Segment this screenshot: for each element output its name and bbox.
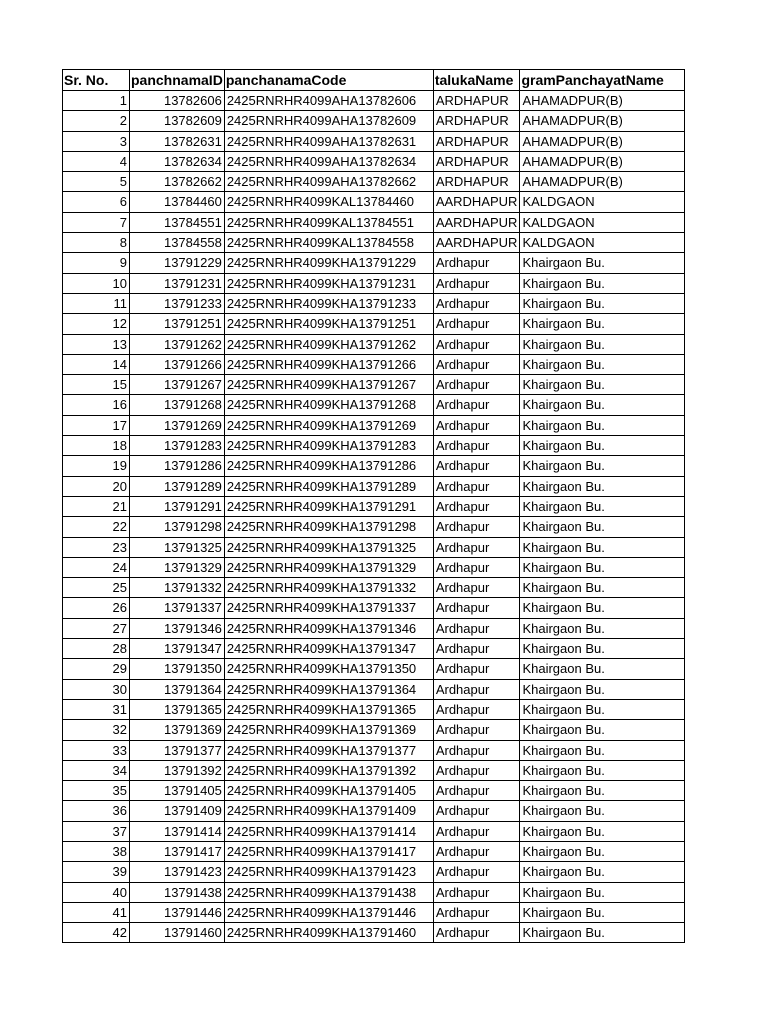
sr-no-cell: 31 xyxy=(63,699,130,719)
table-row xyxy=(63,415,685,435)
header-panchanama-code: panchanamaCode xyxy=(224,70,433,91)
panchnama-id-cell: 13791269 xyxy=(130,415,225,435)
taluka-name-cell: AARDHAPUR xyxy=(433,192,520,212)
taluka-name-cell: Ardhapur xyxy=(433,517,520,537)
gram-panchayat-name-cell: Khairgaon Bu. xyxy=(520,801,685,821)
sr-no-cell: 40 xyxy=(63,882,130,902)
table-row xyxy=(63,923,685,943)
sr-no-cell: 19 xyxy=(63,456,130,476)
table-row xyxy=(63,639,685,659)
gram-panchayat-name-cell: Khairgaon Bu. xyxy=(520,517,685,537)
sr-no-cell: 1 xyxy=(63,91,130,111)
panchanama-code-cell: 2425RNRHR4099KHA13791332 xyxy=(224,578,433,598)
header-sr-no: Sr. No. xyxy=(63,70,130,91)
gram-panchayat-name-cell: Khairgaon Bu. xyxy=(520,598,685,618)
panchanama-code-cell: 2425RNRHR4099AHA13782606 xyxy=(224,91,433,111)
panchnama-id-cell: 13791291 xyxy=(130,496,225,516)
table-row xyxy=(63,273,685,293)
table-row xyxy=(63,496,685,516)
gram-panchayat-name-cell: Khairgaon Bu. xyxy=(520,557,685,577)
gram-panchayat-name-cell: Khairgaon Bu. xyxy=(520,720,685,740)
panchanama-code-cell: 2425RNRHR4099KHA13791369 xyxy=(224,720,433,740)
table-row xyxy=(63,91,685,111)
table-row xyxy=(63,862,685,882)
sr-no-cell: 33 xyxy=(63,740,130,760)
sr-no-cell: 22 xyxy=(63,517,130,537)
table-row xyxy=(63,395,685,415)
panchnama-id-cell: 13791446 xyxy=(130,902,225,922)
panchanama-code-cell: 2425RNRHR4099KHA13791417 xyxy=(224,841,433,861)
gram-panchayat-name-cell: Khairgaon Bu. xyxy=(520,740,685,760)
panchnama-id-cell: 13791365 xyxy=(130,699,225,719)
gram-panchayat-name-cell: Khairgaon Bu. xyxy=(520,436,685,456)
panchnama-id-cell: 13791337 xyxy=(130,598,225,618)
panchanama-code-cell: 2425RNRHR4099KHA13791266 xyxy=(224,354,433,374)
panchnama-id-cell: 13791347 xyxy=(130,639,225,659)
table-row xyxy=(63,679,685,699)
sr-no-cell: 4 xyxy=(63,151,130,171)
table-row xyxy=(63,253,685,273)
gram-panchayat-name-cell: AHAMADPUR(B) xyxy=(520,151,685,171)
table-row xyxy=(63,801,685,821)
table-row xyxy=(63,781,685,801)
taluka-name-cell: Ardhapur xyxy=(433,639,520,659)
panchanama-code-cell: 2425RNRHR4099KHA13791289 xyxy=(224,476,433,496)
taluka-name-cell: Ardhapur xyxy=(433,841,520,861)
panchanama-code-cell: 2425RNRHR4099KHA13791365 xyxy=(224,699,433,719)
panchnama-id-cell: 13784551 xyxy=(130,212,225,232)
gram-panchayat-name-cell: Khairgaon Bu. xyxy=(520,293,685,313)
gram-panchayat-name-cell: Khairgaon Bu. xyxy=(520,578,685,598)
panchanama-code-cell: 2425RNRHR4099KHA13791269 xyxy=(224,415,433,435)
gram-panchayat-name-cell: Khairgaon Bu. xyxy=(520,496,685,516)
taluka-name-cell: Ardhapur xyxy=(433,578,520,598)
table-row xyxy=(63,293,685,313)
panchanama-code-cell: 2425RNRHR4099KHA13791347 xyxy=(224,639,433,659)
gram-panchayat-name-cell: Khairgaon Bu. xyxy=(520,395,685,415)
table-row xyxy=(63,314,685,334)
sr-no-cell: 24 xyxy=(63,557,130,577)
sr-no-cell: 29 xyxy=(63,659,130,679)
sr-no-cell: 41 xyxy=(63,902,130,922)
sr-no-cell: 2 xyxy=(63,111,130,131)
panchanama-code-cell: 2425RNRHR4099KHA13791283 xyxy=(224,436,433,456)
table-body xyxy=(63,91,685,943)
sr-no-cell: 16 xyxy=(63,395,130,415)
panchnama-id-cell: 13791438 xyxy=(130,882,225,902)
sr-no-cell: 14 xyxy=(63,354,130,374)
sr-no-cell: 42 xyxy=(63,923,130,943)
sr-no-cell: 11 xyxy=(63,293,130,313)
table-row xyxy=(63,699,685,719)
taluka-name-cell: Ardhapur xyxy=(433,293,520,313)
table-row xyxy=(63,456,685,476)
gram-panchayat-name-cell: AHAMADPUR(B) xyxy=(520,131,685,151)
table-row xyxy=(63,334,685,354)
taluka-name-cell: ARDHAPUR xyxy=(433,172,520,192)
table-row xyxy=(63,740,685,760)
panchanama-code-cell: 2425RNRHR4099AHA13782662 xyxy=(224,172,433,192)
table-row xyxy=(63,578,685,598)
panchanama-code-cell: 2425RNRHR4099KHA13791460 xyxy=(224,923,433,943)
panchnama-id-cell: 13791233 xyxy=(130,293,225,313)
panchanama-code-cell: 2425RNRHR4099KAL13784460 xyxy=(224,192,433,212)
panchanama-code-cell: 2425RNRHR4099KHA13791377 xyxy=(224,740,433,760)
panchnama-id-cell: 13791417 xyxy=(130,841,225,861)
panchnama-id-cell: 13791460 xyxy=(130,923,225,943)
gram-panchayat-name-cell: Khairgaon Bu. xyxy=(520,679,685,699)
gram-panchayat-name-cell: Khairgaon Bu. xyxy=(520,273,685,293)
panchanama-code-cell: 2425RNRHR4099KHA13791298 xyxy=(224,517,433,537)
panchanama-code-cell: 2425RNRHR4099KHA13791268 xyxy=(224,395,433,415)
table-row xyxy=(63,902,685,922)
taluka-name-cell: Ardhapur xyxy=(433,436,520,456)
sr-no-cell: 27 xyxy=(63,618,130,638)
sr-no-cell: 17 xyxy=(63,415,130,435)
header-taluka-name: talukaName xyxy=(433,70,520,91)
gram-panchayat-name-cell: AHAMADPUR(B) xyxy=(520,111,685,131)
sr-no-cell: 34 xyxy=(63,760,130,780)
header-gram-panchayat-name: gramPanchayatName xyxy=(520,70,685,91)
panchanama-code-cell: 2425RNRHR4099AHA13782609 xyxy=(224,111,433,131)
sr-no-cell: 21 xyxy=(63,496,130,516)
table-row xyxy=(63,517,685,537)
gram-panchayat-name-cell: Khairgaon Bu. xyxy=(520,253,685,273)
panchnama-id-cell: 13782662 xyxy=(130,172,225,192)
panchanama-code-cell: 2425RNRHR4099KHA13791267 xyxy=(224,375,433,395)
sr-no-cell: 15 xyxy=(63,375,130,395)
taluka-name-cell: Ardhapur xyxy=(433,618,520,638)
taluka-name-cell: Ardhapur xyxy=(433,902,520,922)
gram-panchayat-name-cell: Khairgaon Bu. xyxy=(520,781,685,801)
panchnama-id-cell: 13791369 xyxy=(130,720,225,740)
panchanama-code-cell: 2425RNRHR4099KHA13791231 xyxy=(224,273,433,293)
taluka-name-cell: Ardhapur xyxy=(433,354,520,374)
gram-panchayat-name-cell: Khairgaon Bu. xyxy=(520,902,685,922)
header-panchnama-id: panchnamaID xyxy=(130,70,225,91)
table-row xyxy=(63,436,685,456)
taluka-name-cell: Ardhapur xyxy=(433,496,520,516)
gram-panchayat-name-cell: Khairgaon Bu. xyxy=(520,354,685,374)
panchnama-id-cell: 13791262 xyxy=(130,334,225,354)
panchnama-id-cell: 13791332 xyxy=(130,578,225,598)
table-row xyxy=(63,760,685,780)
table-row xyxy=(63,111,685,131)
taluka-name-cell: Ardhapur xyxy=(433,334,520,354)
taluka-name-cell: Ardhapur xyxy=(433,476,520,496)
gram-panchayat-name-cell: Khairgaon Bu. xyxy=(520,415,685,435)
sr-no-cell: 7 xyxy=(63,212,130,232)
panchnama-id-cell: 13791266 xyxy=(130,354,225,374)
panchnama-id-cell: 13791392 xyxy=(130,760,225,780)
panchanama-code-cell: 2425RNRHR4099KHA13791423 xyxy=(224,862,433,882)
table-row xyxy=(63,172,685,192)
panchnama-id-cell: 13791377 xyxy=(130,740,225,760)
table-row xyxy=(63,212,685,232)
table-row xyxy=(63,882,685,902)
gram-panchayat-name-cell: Khairgaon Bu. xyxy=(520,537,685,557)
panchnama-id-cell: 13782609 xyxy=(130,111,225,131)
sr-no-cell: 39 xyxy=(63,862,130,882)
gram-panchayat-name-cell: KALDGAON xyxy=(520,192,685,212)
gram-panchayat-name-cell: Khairgaon Bu. xyxy=(520,659,685,679)
sr-no-cell: 30 xyxy=(63,679,130,699)
taluka-name-cell: Ardhapur xyxy=(433,801,520,821)
gram-panchayat-name-cell: Khairgaon Bu. xyxy=(520,699,685,719)
taluka-name-cell: Ardhapur xyxy=(433,740,520,760)
taluka-name-cell: Ardhapur xyxy=(433,720,520,740)
table-row xyxy=(63,659,685,679)
sr-no-cell: 10 xyxy=(63,273,130,293)
panchnama-id-cell: 13782634 xyxy=(130,151,225,171)
gram-panchayat-name-cell: KALDGAON xyxy=(520,233,685,253)
taluka-name-cell: Ardhapur xyxy=(433,314,520,334)
table-row xyxy=(63,233,685,253)
panchanama-code-cell: 2425RNRHR4099KAL13784558 xyxy=(224,233,433,253)
panchnama-id-cell: 13791251 xyxy=(130,314,225,334)
panchnama-id-cell: 13791325 xyxy=(130,537,225,557)
panchanama-code-cell: 2425RNRHR4099KHA13791337 xyxy=(224,598,433,618)
table-row xyxy=(63,821,685,841)
sr-no-cell: 38 xyxy=(63,841,130,861)
sr-no-cell: 8 xyxy=(63,233,130,253)
gram-panchayat-name-cell: Khairgaon Bu. xyxy=(520,882,685,902)
taluka-name-cell: ARDHAPUR xyxy=(433,91,520,111)
sr-no-cell: 36 xyxy=(63,801,130,821)
sr-no-cell: 23 xyxy=(63,537,130,557)
sr-no-cell: 28 xyxy=(63,639,130,659)
panchanama-code-cell: 2425RNRHR4099KHA13791233 xyxy=(224,293,433,313)
spreadsheet-page xyxy=(62,69,685,943)
table-row xyxy=(63,192,685,212)
taluka-name-cell: Ardhapur xyxy=(433,659,520,679)
gram-panchayat-name-cell: Khairgaon Bu. xyxy=(520,618,685,638)
taluka-name-cell: Ardhapur xyxy=(433,273,520,293)
gram-panchayat-name-cell: Khairgaon Bu. xyxy=(520,841,685,861)
sr-no-cell: 26 xyxy=(63,598,130,618)
taluka-name-cell: Ardhapur xyxy=(433,923,520,943)
panchanama-code-cell: 2425RNRHR4099KHA13791291 xyxy=(224,496,433,516)
panchnama-id-cell: 13791298 xyxy=(130,517,225,537)
sr-no-cell: 12 xyxy=(63,314,130,334)
panchnama-id-cell: 13782606 xyxy=(130,91,225,111)
table-row xyxy=(63,354,685,374)
gram-panchayat-name-cell: Khairgaon Bu. xyxy=(520,456,685,476)
panchnama-id-cell: 13791364 xyxy=(130,679,225,699)
panchnama-id-cell: 13791350 xyxy=(130,659,225,679)
table-row xyxy=(63,720,685,740)
panchnama-id-cell: 13791289 xyxy=(130,476,225,496)
panchnama-id-cell: 13791423 xyxy=(130,862,225,882)
gram-panchayat-name-cell: KALDGAON xyxy=(520,212,685,232)
table-row xyxy=(63,151,685,171)
taluka-name-cell: Ardhapur xyxy=(433,760,520,780)
panchnama-id-cell: 13784558 xyxy=(130,233,225,253)
panchanama-code-cell: 2425RNRHR4099KHA13791346 xyxy=(224,618,433,638)
panchnama-id-cell: 13791231 xyxy=(130,273,225,293)
taluka-name-cell: Ardhapur xyxy=(433,781,520,801)
sr-no-cell: 5 xyxy=(63,172,130,192)
table-row xyxy=(63,375,685,395)
table-row xyxy=(63,618,685,638)
panchanama-code-cell: 2425RNRHR4099KAL13784551 xyxy=(224,212,433,232)
taluka-name-cell: ARDHAPUR xyxy=(433,151,520,171)
panchnama-id-cell: 13791229 xyxy=(130,253,225,273)
gram-panchayat-name-cell: Khairgaon Bu. xyxy=(520,476,685,496)
panchnama-id-cell: 13791329 xyxy=(130,557,225,577)
sr-no-cell: 25 xyxy=(63,578,130,598)
table-row xyxy=(63,598,685,618)
panchnama-id-cell: 13791267 xyxy=(130,375,225,395)
panchanama-code-cell: 2425RNRHR4099KHA13791229 xyxy=(224,253,433,273)
sr-no-cell: 37 xyxy=(63,821,130,841)
taluka-name-cell: Ardhapur xyxy=(433,456,520,476)
sr-no-cell: 13 xyxy=(63,334,130,354)
panchanama-code-cell: 2425RNRHR4099KHA13791405 xyxy=(224,781,433,801)
gram-panchayat-name-cell: Khairgaon Bu. xyxy=(520,862,685,882)
taluka-name-cell: Ardhapur xyxy=(433,699,520,719)
gram-panchayat-name-cell: Khairgaon Bu. xyxy=(520,314,685,334)
taluka-name-cell: Ardhapur xyxy=(433,253,520,273)
panchanama-code-cell: 2425RNRHR4099KHA13791446 xyxy=(224,902,433,922)
taluka-name-cell: Ardhapur xyxy=(433,598,520,618)
panchnama-id-cell: 13791405 xyxy=(130,781,225,801)
sr-no-cell: 20 xyxy=(63,476,130,496)
panchanama-code-cell: 2425RNRHR4099KHA13791414 xyxy=(224,821,433,841)
panchanama-code-cell: 2425RNRHR4099KHA13791325 xyxy=(224,537,433,557)
sr-no-cell: 18 xyxy=(63,436,130,456)
gram-panchayat-name-cell: Khairgaon Bu. xyxy=(520,821,685,841)
panchnama-id-cell: 13791286 xyxy=(130,456,225,476)
table-row xyxy=(63,557,685,577)
panchanama-code-cell: 2425RNRHR4099KHA13791262 xyxy=(224,334,433,354)
taluka-name-cell: AARDHAPUR xyxy=(433,233,520,253)
panchnama-id-cell: 13791283 xyxy=(130,436,225,456)
taluka-name-cell: Ardhapur xyxy=(433,679,520,699)
panchnama-id-cell: 13784460 xyxy=(130,192,225,212)
panchanama-code-cell: 2425RNRHR4099KHA13791438 xyxy=(224,882,433,902)
taluka-name-cell: AARDHAPUR xyxy=(433,212,520,232)
gram-panchayat-name-cell: Khairgaon Bu. xyxy=(520,375,685,395)
taluka-name-cell: Ardhapur xyxy=(433,537,520,557)
gram-panchayat-name-cell: Khairgaon Bu. xyxy=(520,334,685,354)
panchanama-code-cell: 2425RNRHR4099KHA13791350 xyxy=(224,659,433,679)
table-row xyxy=(63,841,685,861)
sr-no-cell: 35 xyxy=(63,781,130,801)
panchanama-code-cell: 2425RNRHR4099KHA13791409 xyxy=(224,801,433,821)
panchanama-code-cell: 2425RNRHR4099KHA13791251 xyxy=(224,314,433,334)
panchnama-id-cell: 13791268 xyxy=(130,395,225,415)
gram-panchayat-name-cell: AHAMADPUR(B) xyxy=(520,172,685,192)
taluka-name-cell: Ardhapur xyxy=(433,395,520,415)
gram-panchayat-name-cell: Khairgaon Bu. xyxy=(520,923,685,943)
panchanama-code-cell: 2425RNRHR4099KHA13791286 xyxy=(224,456,433,476)
gram-panchayat-name-cell: AHAMADPUR(B) xyxy=(520,91,685,111)
sr-no-cell: 6 xyxy=(63,192,130,212)
panchanama-code-cell: 2425RNRHR4099KHA13791392 xyxy=(224,760,433,780)
taluka-name-cell: Ardhapur xyxy=(433,375,520,395)
sr-no-cell: 32 xyxy=(63,720,130,740)
table-row xyxy=(63,476,685,496)
panchnama-id-cell: 13791409 xyxy=(130,801,225,821)
gram-panchayat-name-cell: Khairgaon Bu. xyxy=(520,760,685,780)
panchanama-code-cell: 2425RNRHR4099AHA13782634 xyxy=(224,151,433,171)
panchanama-code-cell: 2425RNRHR4099KHA13791329 xyxy=(224,557,433,577)
table-row xyxy=(63,537,685,557)
taluka-name-cell: Ardhapur xyxy=(433,882,520,902)
panchnama-id-cell: 13791346 xyxy=(130,618,225,638)
taluka-name-cell: ARDHAPUR xyxy=(433,131,520,151)
table-row xyxy=(63,131,685,151)
taluka-name-cell: Ardhapur xyxy=(433,415,520,435)
taluka-name-cell: Ardhapur xyxy=(433,821,520,841)
sr-no-cell: 9 xyxy=(63,253,130,273)
panchnama-table xyxy=(62,69,685,943)
panchanama-code-cell: 2425RNRHR4099KHA13791364 xyxy=(224,679,433,699)
panchnama-id-cell: 13782631 xyxy=(130,131,225,151)
taluka-name-cell: Ardhapur xyxy=(433,557,520,577)
panchanama-code-cell: 2425RNRHR4099AHA13782631 xyxy=(224,131,433,151)
taluka-name-cell: ARDHAPUR xyxy=(433,111,520,131)
gram-panchayat-name-cell: Khairgaon Bu. xyxy=(520,639,685,659)
taluka-name-cell: Ardhapur xyxy=(433,862,520,882)
panchnama-id-cell: 13791414 xyxy=(130,821,225,841)
sr-no-cell: 3 xyxy=(63,131,130,151)
header-row xyxy=(63,70,685,91)
